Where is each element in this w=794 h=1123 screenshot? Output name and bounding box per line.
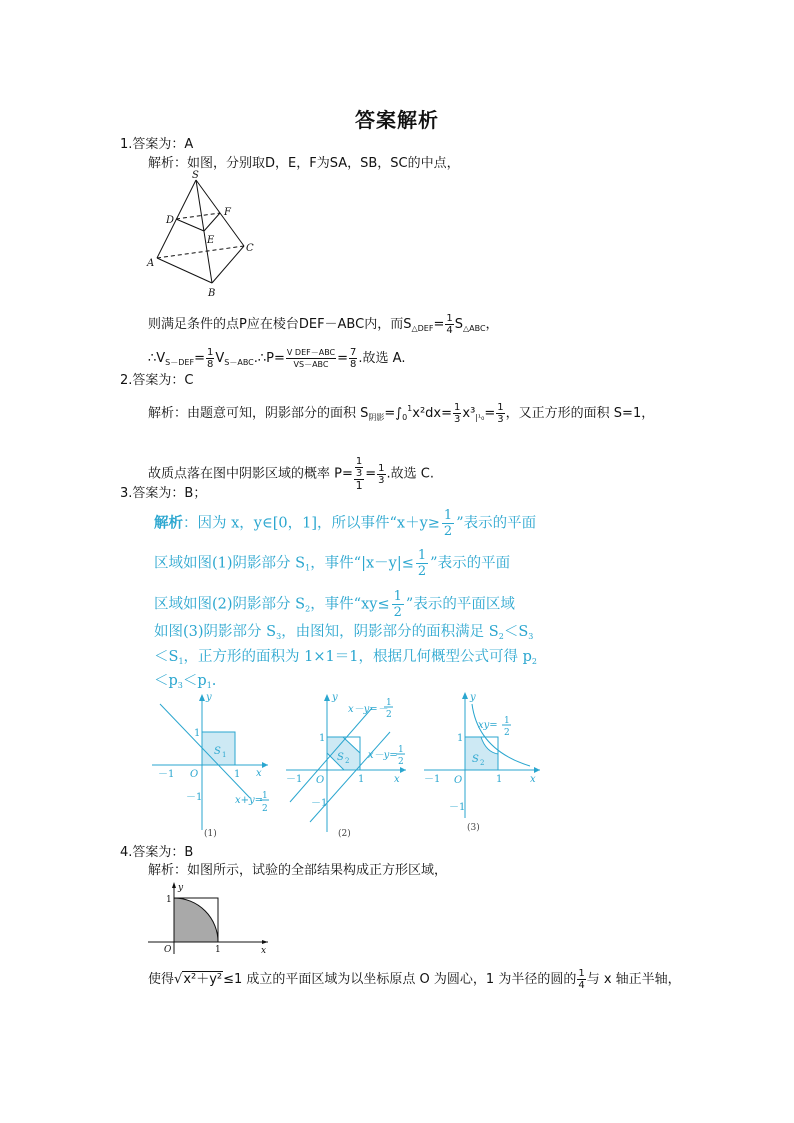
label-b: B <box>208 288 216 299</box>
origin-label: O <box>164 945 172 955</box>
compound-fraction: $\frac{\frac{1}{3}}{1}$ <box>355 456 363 492</box>
q3-para-line3: 区域如图(2)阴影部分 $S_2$，事件“xy≤ $\frac{1}{2}$ ”表示的平面区域 <box>154 589 515 620</box>
line-label-num: 1 <box>504 716 510 726</box>
page-title: 答案解析 <box>355 108 439 132</box>
fraction: $\frac{1}{8}$ <box>206 347 214 370</box>
y-axis-label: y <box>470 692 476 703</box>
line-label: x－y=－ <box>348 704 388 715</box>
region-label: S <box>472 754 479 765</box>
tick-label: －1 <box>158 769 175 780</box>
label-a: A <box>147 258 155 269</box>
line-label-den: 2 <box>398 757 404 767</box>
q2-line2: 故质点落在图中阴影区域的概率 P= $\frac{\frac{1}{3}}{1}$ = $\frac{1}{3}$ .故选 C. <box>148 456 435 492</box>
fraction: $\frac{1}{2}$ <box>443 508 453 539</box>
x-axis-label: x <box>530 774 536 785</box>
tick-label: －1 <box>449 802 466 813</box>
label-c: C <box>246 243 254 254</box>
y-axis-label: y <box>206 692 212 703</box>
region-label-sub: 2 <box>480 759 485 767</box>
q3-para-line6: $<p_3<p_1$. <box>154 673 217 690</box>
label-e: E <box>207 235 215 246</box>
origin-label: O <box>454 775 463 786</box>
line-label-den: 2 <box>386 710 392 720</box>
q1-line2: 则满足条件的点P应在棱台DEF－ABC内，而$S_{\triangle DEF}=$ $\frac{1}{4}$ $S_{\triangle ABC}$， <box>148 313 499 336</box>
q1-analysis: 解析：如图，分别取D，E，F为SA，SB，SC的中点， <box>148 156 460 171</box>
tick-label: －1 <box>186 792 203 803</box>
graph-caption: (1) <box>204 829 217 839</box>
q1-line3: $\therefore V_{S-DEF}=$ $\frac{1}{8}$ $V_{S-ABC}.\therefore P=$ $\frac{\text{V DEF－ABC}}{\text{VS－ABC}}$ = $\frac{7}{8}$ .故选 A. <box>148 347 406 370</box>
fraction: $\frac{1}{2}$ <box>393 589 402 620</box>
q3-para-line5: $<S_1$，正方形的面积为 1×1＝1，根据几何概型公式可得 $p_2$ <box>154 649 537 666</box>
quarter-circle-figure <box>140 880 275 960</box>
sqrt-expression: x²＋y² <box>183 972 223 987</box>
tick-label: 1 <box>457 733 464 744</box>
line-label-num: 1 <box>386 698 392 708</box>
fraction: $\frac{1}{2}$ <box>417 548 427 579</box>
q2-line1: 解析：由题意可知，阴影部分的面积 $S_{阴影}=\int_0^1x^2dx=$ $\frac{1}{3}$ $x^3_{|^1_0}=$ $\frac{1}{3}$ ，又正方形的面积 S=1， <box>148 402 655 425</box>
origin-label: O <box>190 769 199 780</box>
tick-label: 1 <box>358 774 365 785</box>
q1-answer: 1.答案为：A <box>120 137 194 152</box>
region-label: S <box>337 752 344 763</box>
q3-para-line4: 如图(3)阴影部分 $S_3$，由图知，阴影部分的面积满足 $S_2<S_3$ <box>154 624 534 641</box>
x-axis-label: x <box>394 774 400 785</box>
tick-label: －1 <box>286 774 303 785</box>
fraction: $\frac{1}{3}$ <box>378 462 385 486</box>
region-graph-3 <box>420 690 545 840</box>
region-graph-2 <box>282 690 412 840</box>
line-label-num: 1 <box>262 791 268 801</box>
q4-analysis: 解析：如图所示，试验的全部结果构成正方形区域， <box>148 863 448 878</box>
fraction: $\frac{1}{4}$ <box>446 313 453 336</box>
line-label: x+y= <box>235 795 264 806</box>
q3-answer: 3.答案为：B； <box>120 486 207 501</box>
origin-label: O <box>316 775 325 786</box>
x-axis-label: x <box>261 946 267 956</box>
q4-last-line: 使得√x²＋y²≤1 成立的平面区域为以坐标原点 O 为圆心，1 为半径的圆的 $\frac{1}{4}$ 与 x 轴正半轴， <box>148 968 681 991</box>
line-label: x－y= <box>368 750 398 761</box>
fraction: $\frac{1}{4}$ <box>578 968 585 991</box>
label-d: D <box>166 215 175 226</box>
tick-label: －1 <box>424 774 441 785</box>
tick-label: 1 <box>496 774 503 785</box>
tick-label: 1 <box>319 733 326 744</box>
fraction: $\frac{\text{V DEF－ABC}}{\text{VS－ABC}}$ <box>286 348 336 369</box>
tick-label: 1 <box>166 895 172 905</box>
fraction: $\frac{1}{3}$ <box>454 402 461 425</box>
tick-label: 1 <box>194 728 201 739</box>
region-label: S <box>214 746 221 757</box>
line-label: xy= <box>478 720 498 731</box>
region-label-sub: 1 <box>222 751 227 759</box>
tick-label: 1 <box>215 945 221 955</box>
q2-answer: 2.答案为：C <box>120 373 194 388</box>
line-label-den: 2 <box>262 804 268 814</box>
fraction: $\frac{7}{8}$ <box>350 347 357 370</box>
q4-answer: 4.答案为：B <box>120 845 194 860</box>
q3-para-line2: 区域如图(1)阴影部分 $S_1$，事件“|x－y|≤ $\frac{1}{2}$ ”表示的平面 <box>154 548 511 579</box>
graph-caption: (3) <box>467 823 480 833</box>
tick-label: 1 <box>234 769 241 780</box>
region-label-sub: 2 <box>345 757 350 765</box>
q3-para-line1: 解析：因为 x，y∈[0，1]，所以事件“x＋y≥ $\frac{1}{2}$ ”表示的平面 <box>154 508 537 539</box>
label-f: F <box>224 207 231 218</box>
y-axis-label: y <box>332 692 338 703</box>
y-axis-label: y <box>178 883 184 893</box>
x-axis-label: x <box>256 768 262 779</box>
line-label-den: 2 <box>504 728 510 738</box>
tick-label: －1 <box>311 798 328 809</box>
region-graph-1 <box>150 690 275 840</box>
tetrahedron-figure <box>140 168 270 304</box>
fraction: $\frac{1}{3}$ <box>497 402 504 425</box>
label-s: S <box>192 170 199 181</box>
line-label-num: 1 <box>398 745 404 755</box>
graph-caption: (2) <box>338 829 351 839</box>
